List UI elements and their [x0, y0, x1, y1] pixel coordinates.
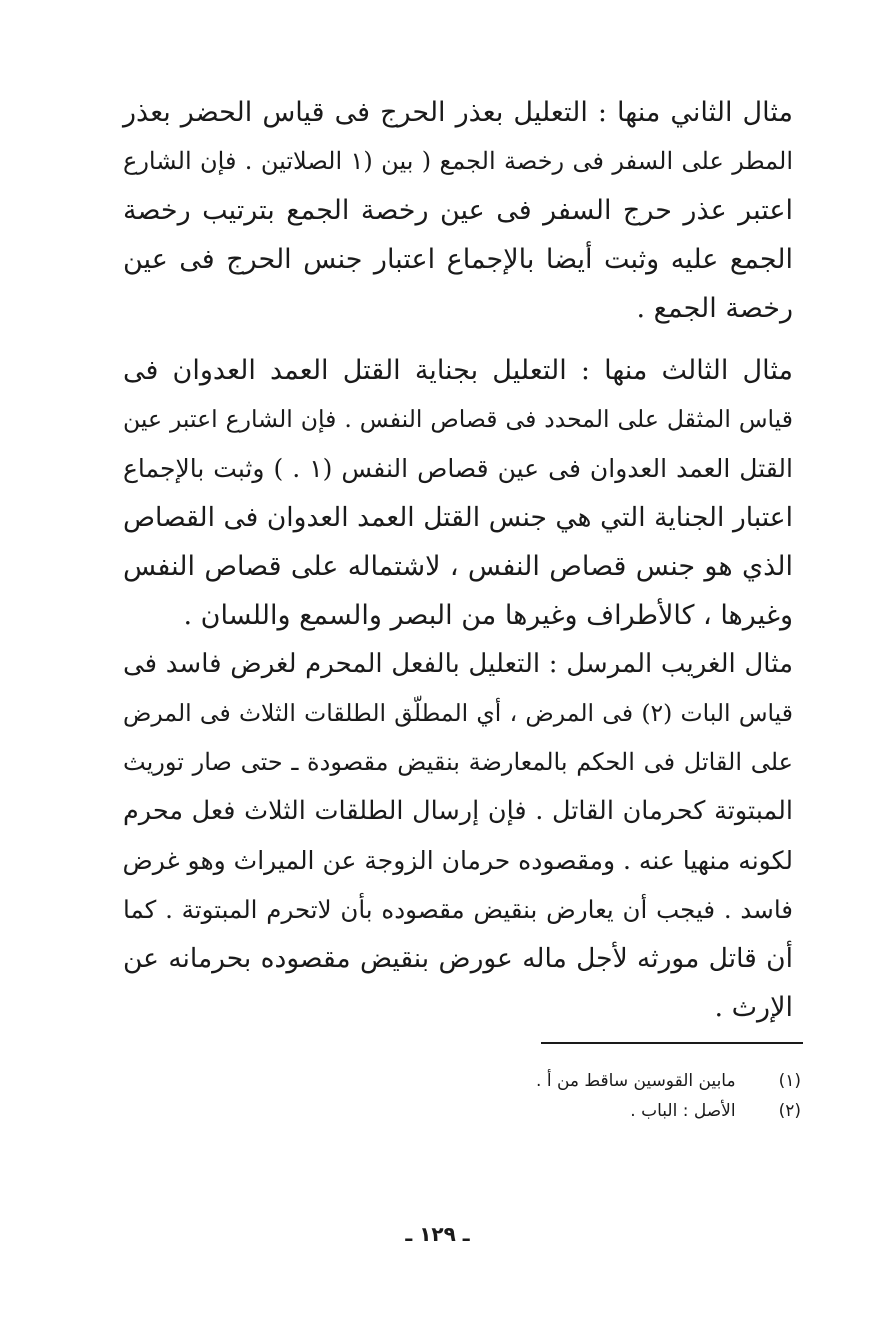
footnote-number: (١) — [778, 1071, 801, 1091]
text-line: اعتبر عذر حرج السفر فى عين رخصة الجمع بترتيب رخصة — [123, 195, 793, 226]
footnote-number: (٢) — [778, 1101, 801, 1121]
text-line: الذي هو جنس قصاص النفس ، لاشتماله على قصاص النفس — [123, 551, 793, 582]
text-line: رخصة الجمع . — [636, 293, 793, 324]
text-line: الجمع عليه وثبت أيضا بالإجماع اعتبار جنس الحرج فى عين — [123, 244, 793, 275]
footnote-text: مابين القوسين ساقط من أ . — [536, 1071, 736, 1091]
text-line: القتل العمد العدوان فى عين قصاص النفس (١ . ) وثبت بالإجماع — [123, 454, 793, 483]
text-line: لكونه منهيا عنه . ومقصوده حرمان الزوجة عن الميراث وهو غرض — [122, 846, 793, 875]
paragraph-example-three — [123, 346, 793, 640]
text-line: مثال الثالث منها : التعليل بجناية القتل العمد العدوان فى — [123, 355, 793, 386]
paragraph-gharib-mursal — [123, 640, 793, 1032]
footnote-item — [301, 1066, 801, 1096]
text-line: المطر على السفر فى رخصة الجمع ( بين (١ الصلاتين . فإن الشارع — [123, 147, 793, 175]
footnote-text: الأصل : الباب . — [630, 1101, 736, 1121]
text-line: الإرث . — [714, 992, 793, 1023]
text-line: مثال الغريب المرسل : التعليل بالفعل المحرم لغرض فاسد فى — [123, 649, 793, 679]
text-line: قياس البات (٢) فى المرض ، أي المطلّق الطلقات الثلاث فى المرض — [123, 699, 793, 727]
text-line: اعتبار الجناية التي هي جنس القتل العمد العدوان فى القصاص — [123, 502, 793, 533]
text-line: وغيرها ، كالأطراف وغيرها من البصر والسمع واللسان . — [183, 600, 793, 631]
text-line: قياس المثقل على المحدد فى قصاص النفس . فإن الشارع اعتبر عين — [123, 405, 793, 433]
footnote-item — [301, 1096, 801, 1126]
page-number: ـ ١٢٩ ـ — [405, 1222, 470, 1246]
text-line: أن قاتل مورثه لأجل ماله عورض بنقيض مقصوده بحرمانه عن — [123, 943, 794, 974]
paragraph-example-two — [123, 88, 793, 333]
text-line: المبتوتة كحرمان القاتل . فإن إرسال الطلقات الثلاث فعل محرم — [123, 796, 793, 826]
text-line: فاسد . فيجب أن يعارض بنقيض مقصوده بأن لاتحرم المبتوتة . كما — [123, 895, 793, 924]
text-line: مثال الثاني منها : التعليل بعذر الحرج فى قياس الحضر بعذر — [123, 97, 793, 128]
footnotes — [301, 1066, 801, 1126]
text-line: على القاتل فى الحكم بالمعارضة بنقيض مقصودة ـ حتى صار توريث — [123, 748, 793, 776]
footnote-divider — [541, 1042, 803, 1044]
